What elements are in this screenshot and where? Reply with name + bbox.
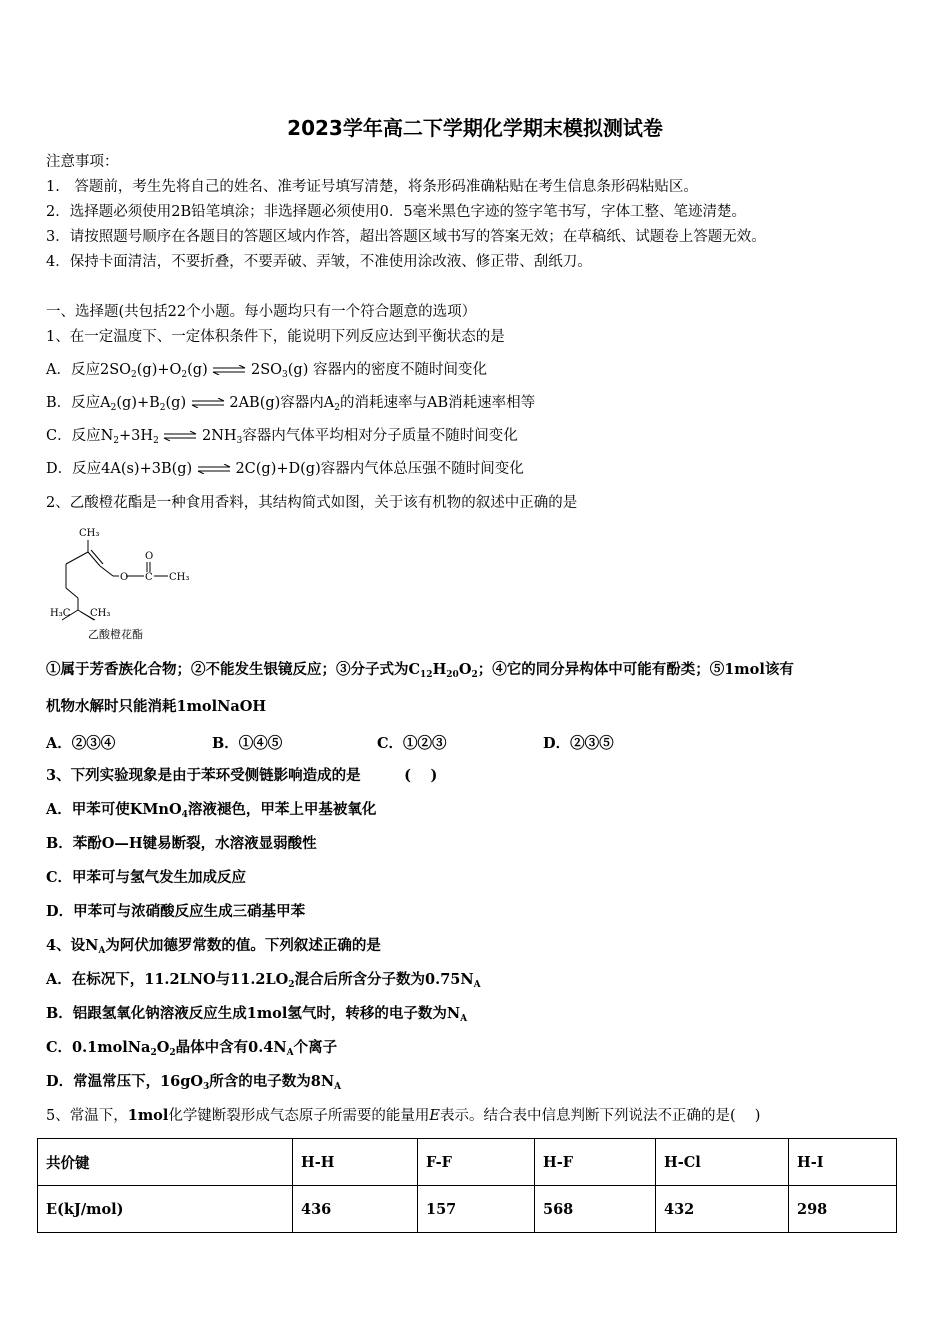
bond-energy-table [37,1138,897,1233]
q5-stem-pre: 5、常温下， [46,1108,128,1124]
equilibrium-arrow-icon [197,464,231,474]
q4-b-sub: A [460,1014,468,1024]
q4-b-pre: B．铝跟氢氧化钠溶液反应生成1mol氢气时，转移的电子数为N [46,1005,461,1022]
q4-c-m2: 晶体中含有0.4N [175,1039,287,1056]
table-cell: H-F [535,1139,656,1186]
q2-option-a: A．②③④ [46,735,116,752]
q1-b-mid2: (g) [165,395,187,411]
q4-stem [46,936,381,956]
q2-statements-line1 [46,660,794,680]
q3-option-c: C．甲苯可与氢气发生加成反应 [46,869,247,886]
struct-label-ch3-acyl: CH₃ [169,572,190,583]
q1-a-post: (g) 容器内的密度不随时间变化 [287,362,487,378]
q5-stem [46,1106,760,1126]
notice-heading: 注意事项： [46,154,119,170]
table-header-row [38,1139,897,1186]
q1-c-mid1: +3H [119,428,154,444]
table-row [38,1186,897,1233]
q1-option-a: A．反应$2SO_2(g)+O_2(g)$ $2SO_3(g)$ 容器内的密度不随时间变化 [46,362,487,380]
q4-d-m: 所含的电子数为8N [209,1073,335,1090]
q4-stem-post: 为阿伏加德罗常数的值。下列叙述正确的是 [105,937,381,954]
table-cell: H-I [789,1139,897,1186]
q5-stem-e: E [429,1108,440,1124]
q3-a-pre: A．甲苯可使KMnO [46,801,182,818]
q1-b-mid3: 2AB(g)容器内A [229,395,335,411]
q2-line1-post: ；④它的同分异构体中可能有酚类；⑤1mol该有 [477,661,794,678]
q4-c-s2: 2 [169,1048,176,1058]
q2-sub-h: 20 [446,670,459,680]
q1-option-b: B．反应$A_2(g)+B_2(g)$ 2AB(g)容器内$A_2$的消耗速率与AB消耗速率相等 [46,395,536,413]
q4-c-s1: 2 [150,1048,157,1058]
notice-item-4: 4．保持卡面清洁，不要折叠，不要弄破、弄皱，不准使用涂改液、修正带、刮纸刀。 [46,254,592,270]
notice-item-3: 3．请按照题号顺序在各题目的答题区域内作答，超出答题区域书写的答案无效；在草稿纸、试题卷上答题无效。 [46,229,766,245]
table-cell: 568 [535,1186,656,1233]
q5-stem-post: 表示。结合表中信息判断下列说法不正确的是( ) [439,1108,761,1124]
table-cell: H-H [293,1139,418,1186]
table-cell: F-F [418,1139,535,1186]
q1-a-mid3: 2SO [250,362,283,378]
q1-b-mid1: (g)+B [116,395,160,411]
q2-stem: 2、乙酸橙花酯是一种食用香料，其结构简式如图，关于该有机物的叙述中正确的是 [46,495,578,511]
q3-stem: 3、下列实验现象是由于苯环受侧链影响造成的是 ( ) [46,767,438,784]
q2-statements-line2: 机物水解时只能消耗1molNaOH [46,698,267,715]
q2-option-b: B．①④⑤ [212,735,283,752]
struct-label-c-carbonyl: C [145,572,153,583]
q1-option-d [46,459,524,479]
q4-d-pre: D．常温常压下，16gO [46,1073,204,1090]
q4-c-post: 个离子 [293,1039,338,1056]
q2-line1-pre: ①属于芳香族化合物；②不能发生银镜反应；③分子式为C [46,661,421,678]
struct-caption: 乙酸橙花酯 [88,628,143,641]
q1-stem: 1、在一定温度下、一定体积条件下，能说明下列反应达到平衡状态的是 [46,329,505,345]
q1-d-post: 2C(g)+D(g)容器内气体总压强不随时间变化 [235,461,524,477]
q1-c-mid2: 2NH [202,428,237,444]
struct-label-ch3-bottom: CH₃ [90,608,111,619]
struct-label-o-ester: O [120,572,129,583]
equilibrium-arrow-icon [191,398,225,408]
q4-a-mid: 混合后所含分子数为0.75N [294,971,474,988]
q4-option-a [46,970,481,990]
table-cell: 共价键 [38,1139,293,1186]
q1-a-mid1: (g)+O [136,362,182,378]
neryl-acetate-structure-diagram [48,522,208,647]
q4-stem-pre: 4、设N [46,937,99,954]
table-cell: 436 [293,1186,418,1233]
q2-line1-h: H [432,661,447,678]
q4-option-c [46,1038,337,1058]
q2-option-d: D．②③⑤ [543,735,614,752]
notice-item-2: 2．选择题必须使用2B铅笔填涂；非选择题必须使用0．5毫米黑色字迹的签字笔书写，字体工整、笔迹清楚。 [46,204,747,220]
q2-sub-c: 12 [420,670,433,680]
q3-option-b: B．苯酚O—H键易断裂，水溶液显弱酸性 [46,835,317,852]
q4-option-d [46,1072,341,1092]
equilibrium-arrow-icon [163,431,197,441]
section-heading: 一、选择题(共包括22个小题。每小题均只有一个符合题意的选项） [46,304,477,320]
q4-c-m: O [156,1039,170,1056]
table-cell: E(kJ/mol) [38,1186,293,1233]
q5-stem-mid: 化学键断裂形成气态原子所需要的能量用 [168,1108,430,1124]
q4-c-s3: A [286,1048,294,1058]
equilibrium-arrow-icon [212,365,246,375]
q2-line1-o: O [458,661,472,678]
q2-option-c: C．①②③ [377,735,447,752]
q4-c-pre: C．0.1molNa [46,1039,151,1056]
table-cell: 432 [656,1186,789,1233]
table-cell: H-Cl [656,1139,789,1186]
q1-a-mid2: (g) [187,362,208,378]
table-cell: 157 [418,1186,535,1233]
q3-option-a [46,800,376,820]
q4-option-b [46,1004,467,1024]
table-cell: 298 [789,1186,897,1233]
q4-a-pre: A．在标况下，11.2LNO与11.2LO [46,971,289,988]
struct-label-o-carbonyl: O [145,551,154,562]
q3-a-post: 溶液褪色，甲苯上甲基被氧化 [187,801,377,818]
q4-d-s2: A [334,1082,342,1092]
q1-d-pre: D．反应4A(s)+3B(g) [46,461,193,477]
q1-b-post: 的消耗速率与AB消耗速率相等 [340,395,536,411]
q3-a-sub: 4 [181,810,188,820]
q4-d-s1: 3 [203,1082,210,1092]
q4-stem-sub: A [98,946,106,956]
q4-a-sub2: A [473,980,481,990]
q3-option-d: D．甲苯可与浓硝酸反应生成三硝基甲苯 [46,903,306,920]
q5-stem-bold: 1mol [127,1107,169,1124]
q2-sub-o: 2 [471,670,478,680]
q1-c-pre: C．反应N [46,428,114,444]
q1-b-pre: B．反应A [46,395,111,411]
struct-label-h3c: H₃C [50,608,71,619]
q1-option-c: C．反应$N_2+3H_2$ $2NH_3$容器内气体平均相对分子质量不随时间变化 [46,428,518,446]
q4-a-sub: 2 [288,980,295,990]
page-title: 2023学年高二下学期化学期末模拟测试卷 [287,116,663,140]
q1-c-post: 容器内气体平均相对分子质量不随时间变化 [242,428,518,444]
notice-item-1: 1. 答题前，考生先将自己的姓名、准考证号填写清楚，将条形码准确粘贴在考生信息条形码粘贴区。 [46,179,698,195]
struct-label-ch3-top: CH₃ [79,528,100,539]
q1-a-pre: A．反应2SO [46,362,132,378]
